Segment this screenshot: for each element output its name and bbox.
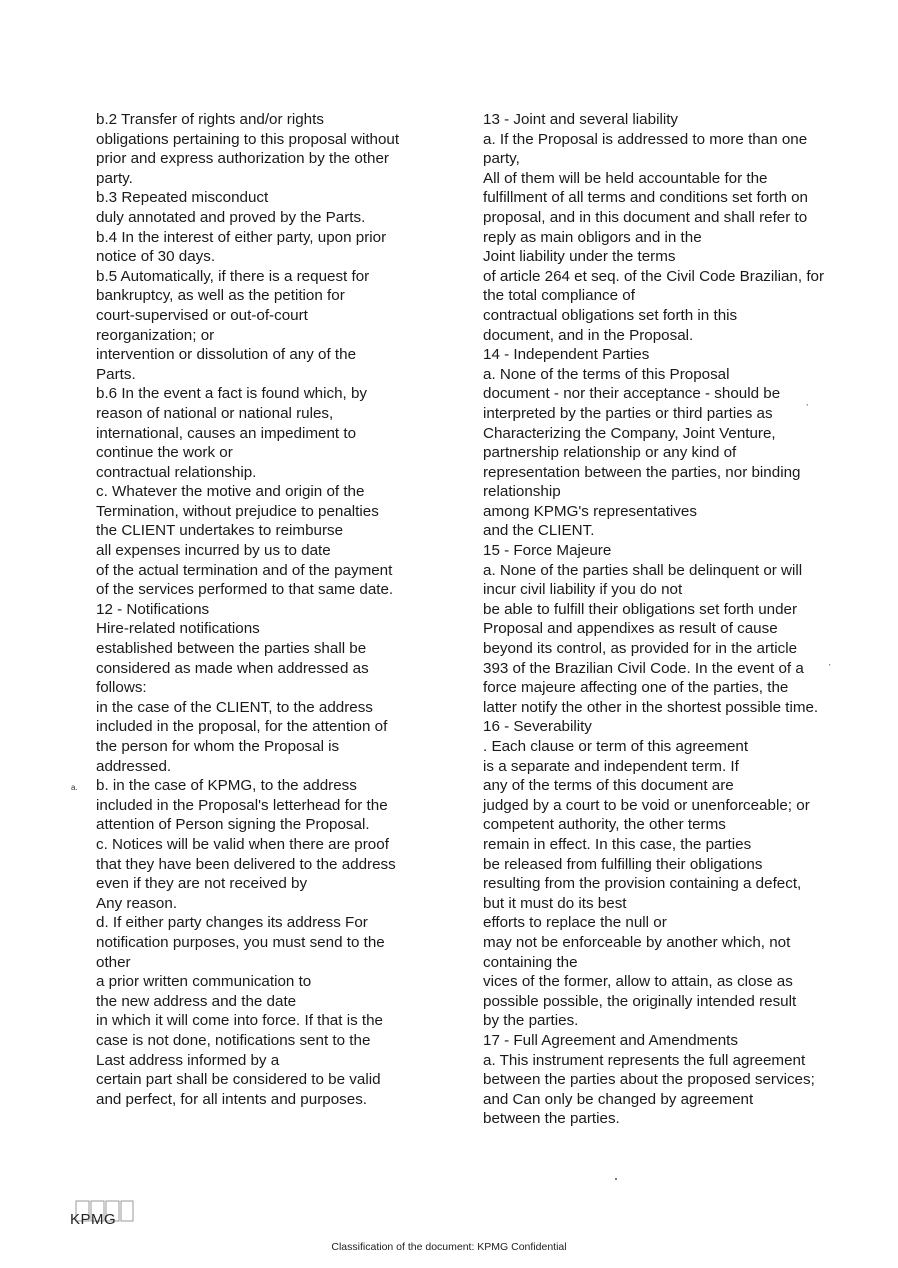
right-text-column [483,110,863,1129]
left-text-line: of the actual termination and of the payment [96,561,393,579]
right-text-line: All of them will be held accountable for the [483,169,768,187]
left-text-line: continue the work or [96,444,233,462]
left-text-line: b.6 In the event a fact is found which, by [96,385,368,403]
left-text-line: d. If either party changes its address For [96,914,368,932]
right-text-line: between the parties. [483,1110,620,1128]
left-text-line: international, causes an impediment to [96,424,357,442]
right-text-line: but it must do its best [483,894,627,912]
right-text-line: Characterizing the Company, Joint Venture, [483,424,776,442]
right-text-line: be able to fulfill their obligations set forth under [483,600,798,618]
left-text-line: case is not done, notifications sent to the [96,1031,371,1049]
left-text-line: b.3 Repeated misconduct [96,189,269,207]
left-text-line: c. Notices will be valid when there are proof [96,835,389,853]
left-text-line: considered as made when addressed as [96,659,369,677]
right-text-line: efforts to replace the null or [483,914,667,932]
left-text-line: a prior written communication to [96,973,312,991]
right-text-line: and Can only be changed by agreement [483,1090,754,1108]
footer-classification: Classification of the document: KPMG Confidential [331,1241,567,1253]
left-text-line: prior and express authorization by the other [96,150,389,168]
left-text-line: b.5 Automatically, if there is a request for [96,267,370,285]
left-text-line: b.2 Transfer of rights and/or rights [96,111,324,128]
left-text-line: duly annotated and proved by the Parts. [96,208,366,226]
right-text-line: vices of the former, allow to attain, as close as [483,973,793,991]
left-text-line: notification purposes, you must send to the [96,933,385,951]
stray-dot [615,1178,617,1180]
left-text-line: court-supervised or out-of-court [96,306,308,324]
stray-mark: , [806,398,809,407]
left-text-line: included in the Proposal's letterhead for the [96,796,388,814]
right-text-line: contractual obligations set forth in this [483,306,738,324]
right-text-line: interpreted by the parties or third parties as [483,404,773,422]
left-text-line: in which it will come into force. If that is the [96,1012,383,1030]
left-text-line: addressed. [96,757,172,775]
right-text-line: a. None of the terms of this Proposal [483,365,730,383]
right-text-line: document - nor their acceptance - should be [483,385,781,403]
left-text-line: the CLIENT undertakes to reimburse [96,522,344,540]
left-text-line: reason of national or national rules, [96,404,334,422]
right-text-line: latter notify the other in the shortest possible time. [483,698,819,716]
left-text-line: all expenses incurred by us to date [96,542,331,560]
left-text-line: intervention or dissolution of any of the [96,346,357,364]
right-text-line: a. None of the parties shall be delinquent or will [483,561,803,579]
right-text-line: by the parties. [483,1012,579,1030]
right-text-line: Joint liability under the terms [483,248,676,266]
left-text-column [96,110,436,1109]
right-text-line: containing the [483,953,578,971]
right-text-line: partnership relationship or any kind of [483,444,737,462]
right-text-line: force majeure affecting one of the parties, the [483,679,789,697]
left-text-line: attention of Person signing the Proposal. [96,816,370,834]
left-text-line: reorganization; or [96,326,215,344]
left-text-line: Last address informed by a [96,1051,280,1069]
left-text-line: bankruptcy, as well as the petition for [96,287,345,305]
right-text-line: possible possible, the originally intended result [483,992,797,1010]
left-text-line: even if they are not received by [96,875,308,893]
left-text-line: b.4 In the interest of either party, upon prior [96,228,387,246]
left-text-line: included in the proposal, for the attention of [96,718,388,736]
left-text-line: obligations pertaining to this proposal without [96,130,400,148]
right-text-line: relationship [483,483,561,501]
right-text-line: resulting from the provision containing a defect, [483,875,802,893]
left-text-line: certain part shall be considered to be valid [96,1071,381,1089]
right-text-line: a. This instrument represents the full agreement [483,1051,806,1069]
right-text-line: document, and in the Proposal. [483,326,694,344]
right-text-line: judged by a court to be void or unenforceable; or [483,796,810,814]
left-text-line: and perfect, for all intents and purposes. [96,1090,368,1108]
logo-text: KPMG [70,1211,117,1228]
right-text-line: 14 - Independent Parties [483,346,650,364]
right-text-line: 13 - Joint and several liability [483,111,679,128]
left-text-line: the person for whom the Proposal is [96,738,340,755]
left-text-line: 12 - Notifications [96,600,210,618]
left-text-line: of the services performed to that same date. [96,581,394,599]
kpmg-logo [70,1200,136,1228]
left-text-line: the new address and the date [96,992,297,1010]
left-text-line: c. Whatever the motive and origin of the [96,483,365,501]
right-text-line: incur civil liability if you do not [483,581,683,599]
right-text-line: fulfillment of all terms and conditions set forth on [483,189,809,207]
left-text-line: Termination, without prejudice to penalties [96,502,379,520]
left-text-line: Parts. [96,365,136,383]
right-text-line: reply as main obligors and in the [483,228,702,246]
left-text-line: party. [96,169,133,187]
left-text-line: established between the parties shall be [96,640,367,658]
right-text-line: . Each clause or term of this agreement [483,738,749,755]
right-text-line: competent authority, the other terms [483,816,726,834]
left-text-line: Hire-related notifications [96,620,260,638]
list-marker: a. [71,783,78,792]
right-text-line: be released from fulfilling their obligations [483,855,763,873]
right-text-line: between the parties about the proposed services; [483,1071,815,1089]
right-text-line: Proposal and appendixes as result of cause [483,620,778,638]
right-text-line: beyond its control, as provided for in the article [483,640,798,658]
left-text-line: contractual relationship. [96,463,257,481]
right-text-line: proposal, and in this document and shall refer to [483,208,808,226]
right-text-line: a. If the Proposal is addressed to more than one [483,130,808,148]
right-text-line: 393 of the Brazilian Civil Code. In the event of a [483,659,804,677]
right-text-line: party, [483,150,520,168]
right-text-line: is a separate and independent term. If [483,757,739,775]
right-text-line: of article 264 et seq. of the Civil Code Brazilian, for [483,267,825,285]
right-text-line: 16 - Severability [483,718,592,736]
right-text-line: may not be enforceable by another which, not [483,933,791,951]
left-text-line: Any reason. [96,894,178,912]
right-text-line: representation between the parties, nor binding [483,463,801,481]
left-text-line: other [96,953,131,971]
right-text-line: any of the terms of this document are [483,777,734,795]
left-text-line: that they have been delivered to the address [96,855,396,873]
left-text-line: follows: [96,679,147,697]
left-text-line: b. in the case of KPMG, to the address [96,777,357,795]
right-text-line: among KPMG's representatives [483,502,697,520]
left-text-line: in the case of the CLIENT, to the address [96,698,373,716]
right-text-line: 17 - Full Agreement and Amendments [483,1031,738,1049]
right-text-line: and the CLIENT. [483,522,595,540]
right-text-line: 15 - Force Majeure [483,542,612,560]
stray-mark: ' [829,663,831,672]
right-text-line: the total compliance of [483,287,635,305]
left-text-line: notice of 30 days. [96,248,216,266]
right-text-line: remain in effect. In this case, the parties [483,835,752,853]
